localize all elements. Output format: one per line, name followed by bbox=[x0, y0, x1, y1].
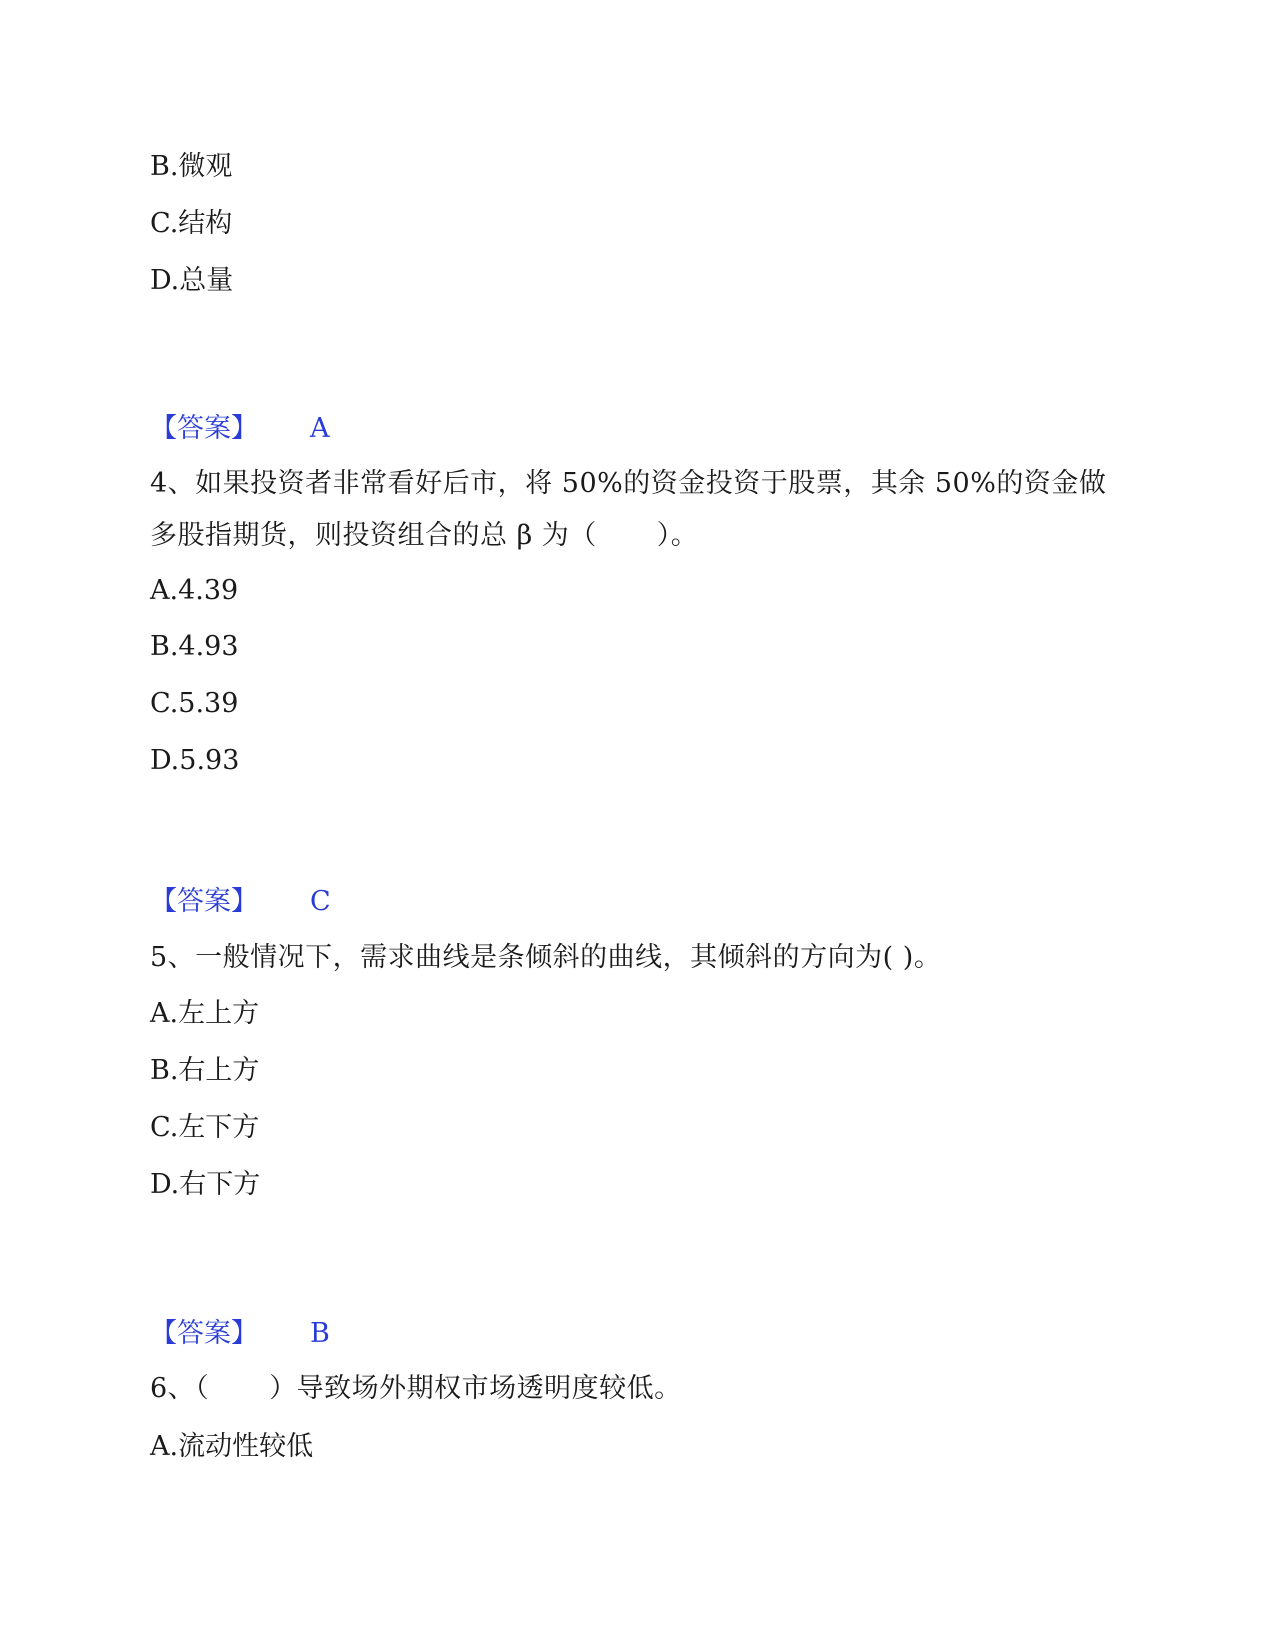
answer-label: 【答案】 bbox=[150, 413, 258, 444]
q3-option-d: D.总量 bbox=[150, 265, 234, 296]
q5-option-d: D.右下方 bbox=[150, 1169, 261, 1200]
q3-answer bbox=[150, 412, 330, 446]
q6-option-a: A.流动性较低 bbox=[150, 1431, 314, 1462]
answer-value: B bbox=[310, 1318, 330, 1349]
q5-question-line-1: 5、一般情况下，需求曲线是条倾斜的曲线，其倾斜的方向为( )。 bbox=[150, 942, 942, 973]
q4-option-a: A.4.39 bbox=[150, 575, 239, 606]
q3-option-c: C.结构 bbox=[150, 208, 233, 239]
q5-option-c: C.左下方 bbox=[150, 1112, 260, 1143]
q4-answer bbox=[150, 885, 331, 919]
q6-question-line-1 bbox=[150, 1372, 682, 1406]
q5-option-a: A.左上方 bbox=[150, 998, 260, 1029]
answer-value: A bbox=[310, 413, 330, 444]
q6-question-text: ）导致场外期权市场透明度较低。 bbox=[269, 1373, 682, 1404]
q4-option-d: D.5.93 bbox=[150, 745, 240, 776]
q4-option-c: C.5.39 bbox=[150, 688, 239, 719]
q3-option-b: B.微观 bbox=[150, 151, 233, 182]
q5-answer bbox=[150, 1317, 330, 1351]
answer-label: 【答案】 bbox=[150, 1318, 258, 1349]
q4-question-line-1: 4、如果投资者非常看好后市，将 50%的资金投资于股票，其余 50%的资金做 bbox=[150, 468, 1107, 499]
q5-option-b: B.右上方 bbox=[150, 1055, 260, 1086]
q4-question-end: ）。 bbox=[656, 520, 699, 551]
q4-option-b: B.4.93 bbox=[150, 631, 239, 662]
q4-question-text: 多股指期货，则投资组合的总 β 为（ bbox=[150, 520, 597, 551]
q6-question-start: 6、（ bbox=[150, 1373, 210, 1404]
answer-label: 【答案】 bbox=[150, 886, 258, 917]
answer-value: C bbox=[310, 886, 331, 917]
q4-question-line-2 bbox=[150, 519, 698, 553]
